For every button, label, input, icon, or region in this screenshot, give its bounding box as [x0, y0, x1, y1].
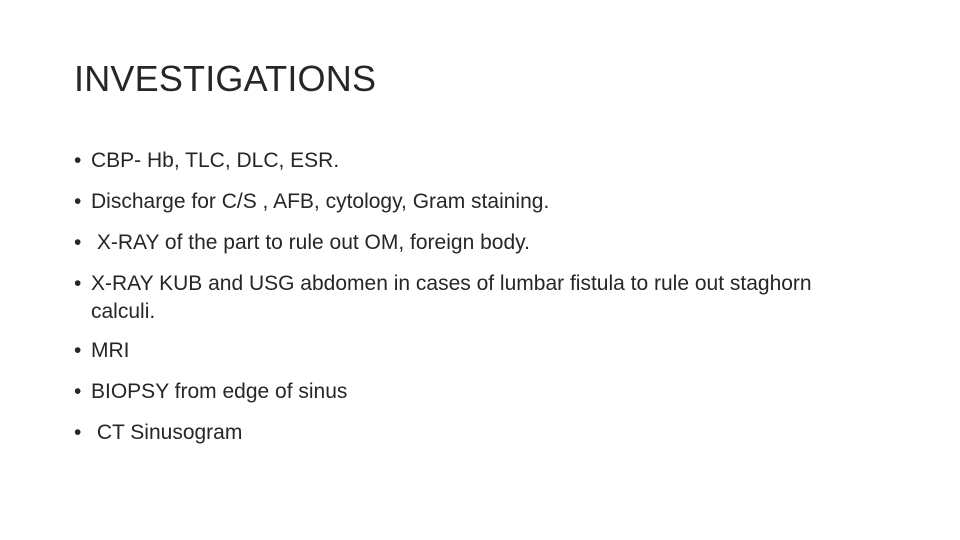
bullet-list: [74, 147, 874, 460]
list-item: [74, 229, 874, 257]
list-item: [74, 419, 874, 447]
bullet-text: Discharge for C/S , AFB, cytology, Gram staining.: [91, 190, 550, 213]
bullet-icon: •: [74, 272, 82, 295]
list-item: [74, 147, 874, 175]
bullet-icon: •: [74, 339, 82, 362]
bullet-text: X-RAY KUB and USG abdomen in cases of lumbar fistula to rule out staghorn calculi.: [91, 272, 818, 323]
bullet-icon: •: [74, 231, 82, 254]
slide-title: INVESTIGATIONS: [74, 58, 377, 99]
bullet-icon: •: [74, 190, 82, 213]
bullet-text: X-RAY of the part to rule out OM, foreign body.: [91, 231, 530, 254]
bullet-text: MRI: [91, 339, 130, 362]
bullet-text: CT Sinusogram: [91, 421, 243, 444]
list-item: [74, 337, 874, 365]
bullet-icon: •: [74, 149, 82, 172]
list-item: [74, 270, 874, 326]
bullet-icon: •: [74, 421, 82, 444]
bullet-text: BIOPSY from edge of sinus: [91, 380, 348, 403]
bullet-icon: •: [74, 380, 82, 403]
list-item: [74, 378, 874, 406]
bullet-text: CBP- Hb, TLC, DLC, ESR.: [91, 149, 340, 172]
list-item: [74, 188, 874, 216]
